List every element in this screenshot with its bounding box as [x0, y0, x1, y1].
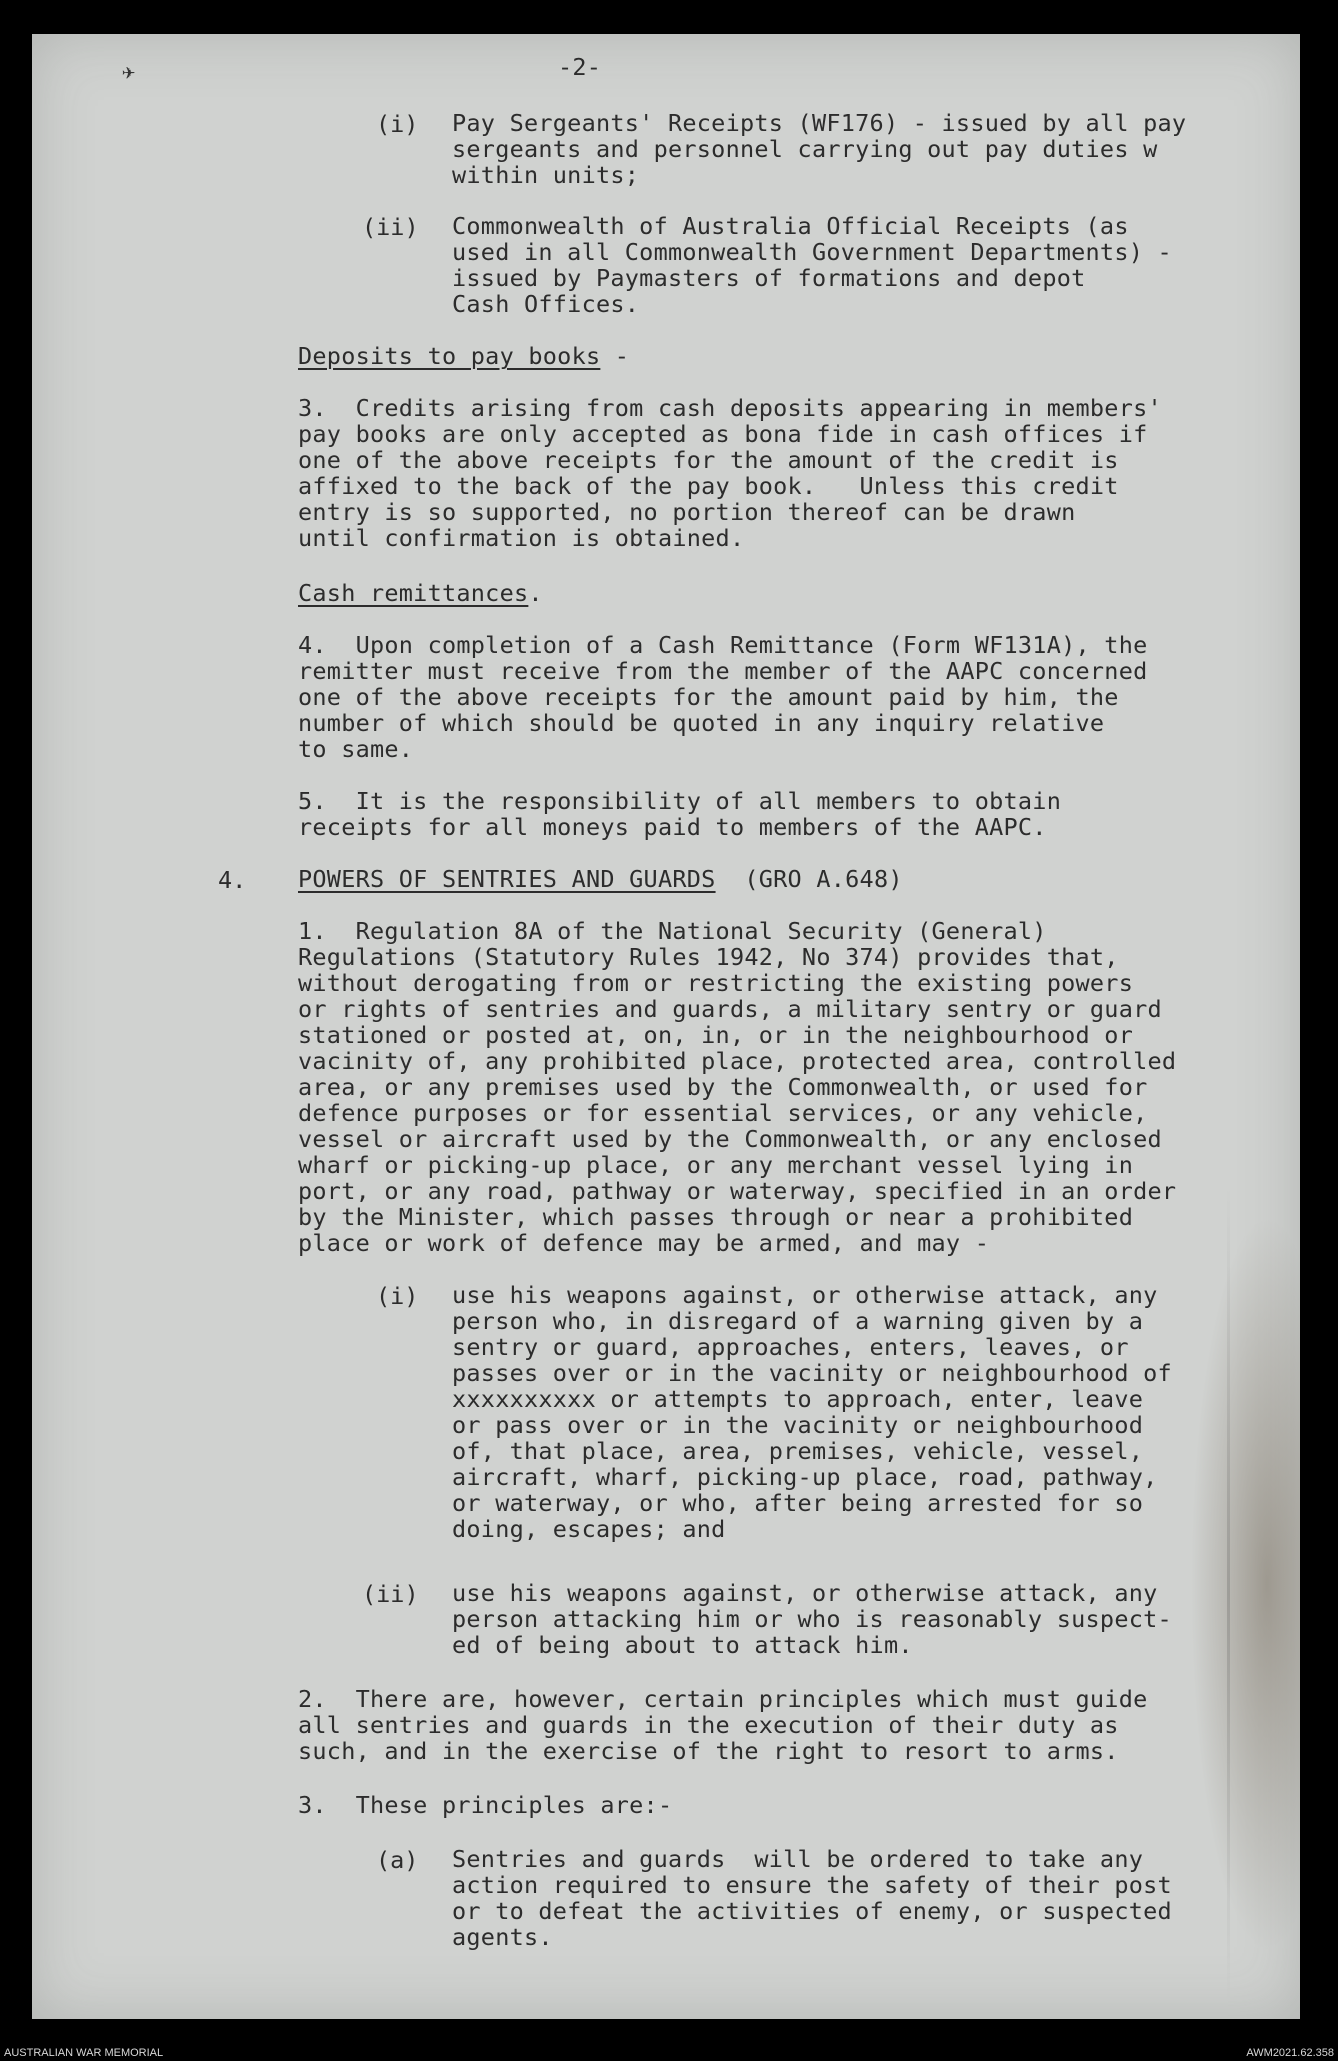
receipt-item-label: (ii) [362, 213, 419, 241]
paragraph-line: area, or any premises used by the Commonwealth, or used for [298, 1073, 1148, 1101]
powers-heading: POWERS OF SENTRIES AND GUARDS [298, 865, 716, 893]
cash-remittances-heading: Cash remittances [298, 579, 529, 607]
paragraph-line: stationed or posted at, on, in, or in the neighbourhood or [298, 1021, 1134, 1049]
paragraph-line: such, and in the exercise of the right to resort to arms. [298, 1737, 1119, 1765]
paragraph-line: to same. [298, 735, 414, 763]
list-item-line: or waterway, or who, after being arrested for so [452, 1489, 1144, 1517]
list-item-line: person attacking him or who is reasonably suspect- [452, 1605, 1172, 1633]
paragraph-line: pay books are only accepted as bona fide in cash offices if [298, 420, 1148, 448]
list-item-line: Sentries and guards will be ordered to take any [452, 1845, 1144, 1873]
receipt-item-line: used in all Commonwealth Government Departments) - [452, 238, 1172, 266]
paragraph-line: 2. There are, however, certain principles which must guide [298, 1685, 1148, 1713]
paper-stain [1190, 1214, 1300, 1954]
paragraph-line: by the Minister, which passes through or near a prohibited [298, 1203, 1134, 1231]
handwritten-mark: ✈ [122, 60, 136, 85]
paragraph-line: entry is so supported, no portion thereof can be drawn [298, 498, 1076, 526]
list-item-line: sentry or guard, approaches, enters, leaves, or [452, 1333, 1129, 1361]
list-item-line: or to defeat the activities of enemy, or suspected [452, 1897, 1172, 1925]
section-number: 4. [218, 866, 247, 894]
receipt-item-line: within units; [452, 161, 640, 189]
receipt-item-label: (i) [376, 110, 419, 138]
list-item-line: use his weapons against, or otherwise attack, any [452, 1281, 1158, 1309]
paragraph-line: port, or any road, pathway or waterway, specified in an order [298, 1177, 1177, 1205]
list-item-line: use his weapons against, or otherwise attack, any [452, 1579, 1158, 1607]
gro-reference: (GRO A.648) [715, 865, 903, 893]
list-item-line: agents. [452, 1923, 553, 1951]
paragraph-line: without derogating from or restricting the existing powers [298, 969, 1134, 997]
footer-left: AUSTRALIAN WAR MEMORIAL [4, 2047, 164, 2059]
list-item-label: (a) [376, 1846, 419, 1874]
paragraph-line: 1. Regulation 8A of the National Security (General) [298, 917, 1047, 945]
list-item-line: aircraft, wharf, picking-up place, road, pathway, [452, 1463, 1158, 1491]
footer-right: AWM2021.62.358 [1246, 2047, 1334, 2059]
paragraph-line: 4. Upon completion of a Cash Remittance (Form WF131A), the [298, 631, 1148, 659]
paragraph-line: receipts for all moneys paid to members of the AAPC. [298, 813, 1047, 841]
paragraph-line: place or work of defence may be armed, and may - [298, 1229, 990, 1257]
paragraph-line: all sentries and guards in the execution of their duty as [298, 1711, 1119, 1739]
heading-suffix: . [528, 579, 543, 607]
list-item-line: passes over or in the vacinity or neighbourhood of [452, 1359, 1172, 1387]
paragraph-line: remitter must receive from the member of the AAPC concerned [298, 657, 1148, 685]
receipt-item-line: issued by Paymasters of formations and depot [452, 264, 1086, 292]
paragraph-line: vessel or aircraft used by the Commonwealth, or any enclosed [298, 1125, 1162, 1153]
section-heading [298, 580, 543, 606]
list-item-line: ed of being about to attack him. [452, 1631, 913, 1659]
paragraph-line: one of the above receipts for the amount of the credit is [298, 446, 1119, 474]
paragraph-line: 5. It is the responsibility of all members to obtain [298, 787, 1062, 815]
page-number: -2- [558, 53, 602, 81]
paragraph-line: until confirmation is obtained. [298, 524, 745, 552]
paragraph-line: 3. These principles are:- [298, 1791, 673, 1819]
paragraph-line: affixed to the back of the pay book. Unless this credit [298, 472, 1119, 500]
list-item-line: xxxxxxxxxx or attempts to approach, enter, leave [452, 1385, 1144, 1413]
paragraph-line: vacinity of, any prohibited place, protected area, controlled [298, 1047, 1177, 1075]
receipt-item-line: Pay Sergeants' Receipts (WF176) - issued by all pay [452, 109, 1187, 137]
list-item-line: or pass over or in the vacinity or neighbourhood [452, 1411, 1144, 1439]
section-heading [298, 866, 903, 892]
paragraph-line: wharf or picking-up place, or any merchant vessel lying in [298, 1151, 1134, 1179]
list-item-line: action required to ensure the safety of their post [452, 1871, 1172, 1899]
list-item-line: of, that place, area, premises, vehicle, vessel, [452, 1437, 1144, 1465]
deposits-heading: Deposits to pay books [298, 342, 601, 370]
receipt-item-line: Cash Offices. [452, 290, 640, 318]
list-item-line: person who, in disregard of a warning given by a [452, 1307, 1144, 1335]
receipt-item-line: sergeants and personnel carrying out pay duties w [452, 135, 1158, 163]
list-item-label: (i) [376, 1282, 419, 1310]
paragraph-line: 3. Credits arising from cash deposits appearing in members' [298, 394, 1162, 422]
heading-suffix: - [600, 342, 630, 370]
paragraph-line: Regulations (Statutory Rules 1942, No 374) provides that, [298, 943, 1119, 971]
paragraph-line: one of the above receipts for the amount paid by him, the [298, 683, 1119, 711]
paragraph-line: number of which should be quoted in any inquiry relative [298, 709, 1105, 737]
paper-crease [1227, 1184, 1230, 2004]
list-item-line: doing, escapes; and [452, 1515, 726, 1543]
receipt-item-line: Commonwealth of Australia Official Receipts (as [452, 212, 1129, 240]
section-heading [298, 343, 629, 369]
list-item-label: (ii) [362, 1580, 419, 1608]
paragraph-line: defence purposes or for essential services, or any vehicle, [298, 1099, 1148, 1127]
paragraph-line: or rights of sentries and guards, a military sentry or guard [298, 995, 1162, 1023]
